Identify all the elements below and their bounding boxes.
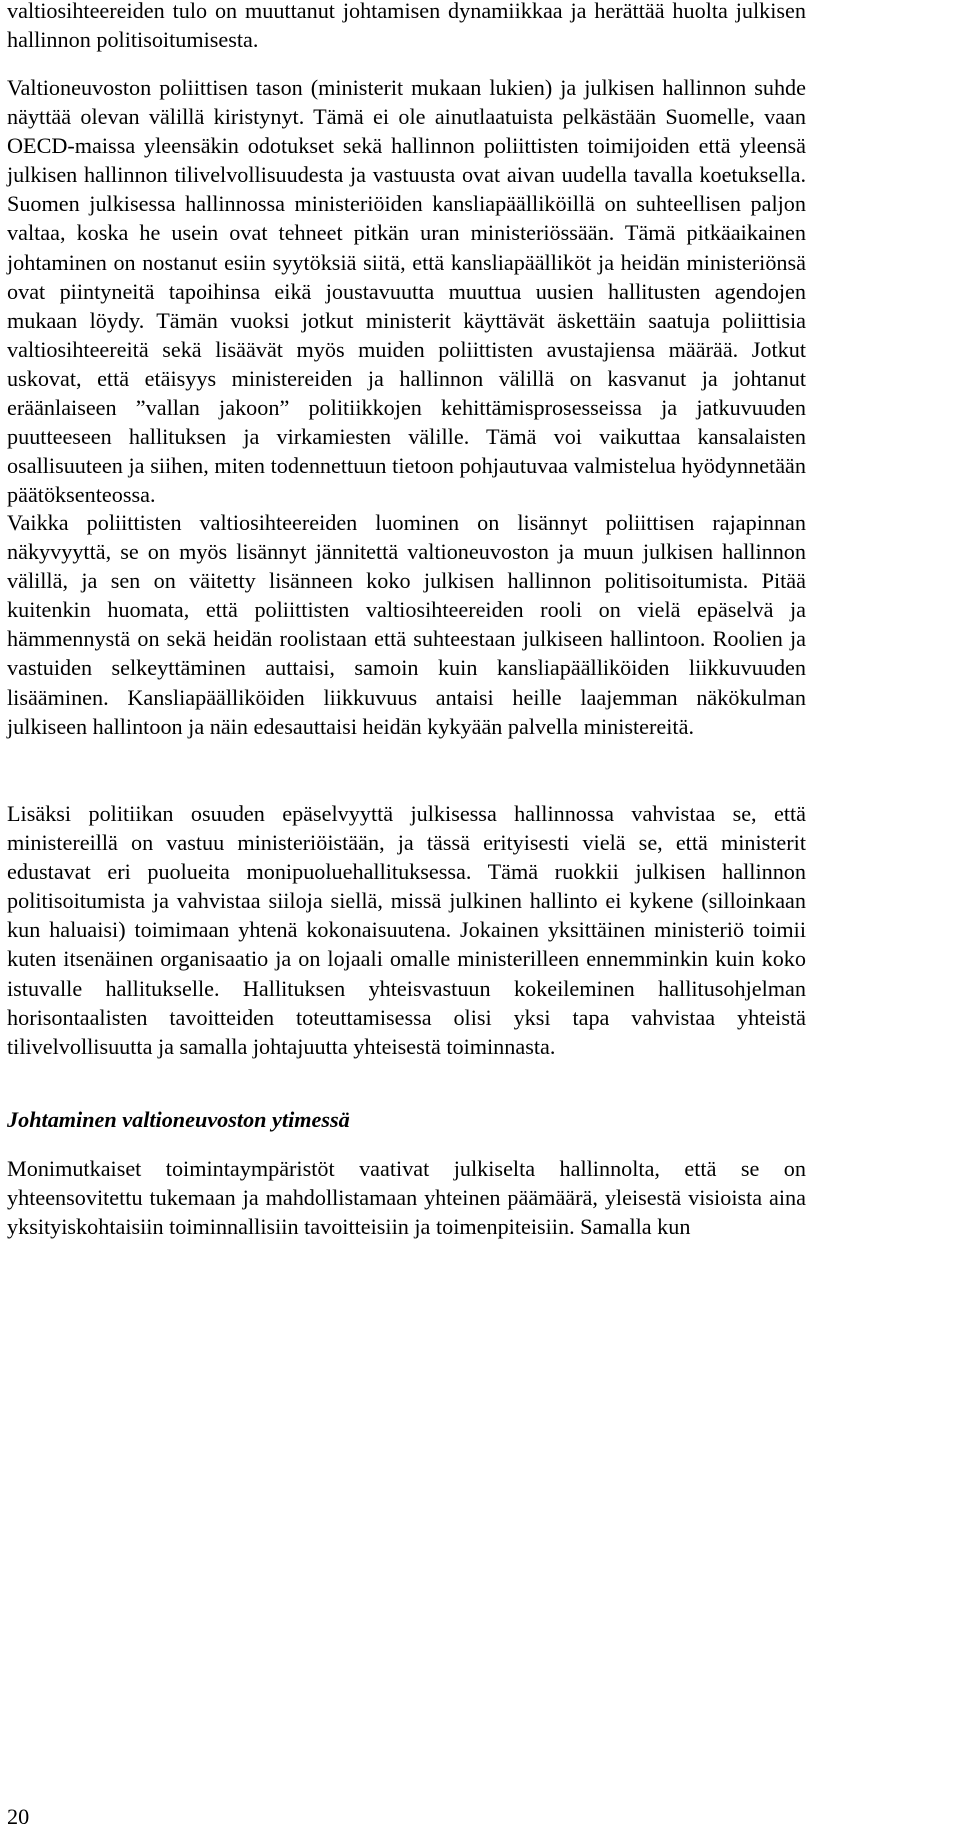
paragraph-politicization: Lisäksi politiikan osuuden epäselvyyttä julkisessa hallinnossa vahvistaa se, että ministereillä on vastuu ministeriöistään, ja tässä erityisesti vielä se, että ministerit edustavat eri puolueita monipuoluehallituksessa. Tämä ruokkii julkisen hallinnon politisoitumista ja vahvistaa siiloja siellä, missä julkinen hallinto ei kykene (silloinkaan kun haluaisi) toimimaan yhtenä kokonaisuutena. Jokainen yksittäinen ministeriö toimii kuten itsenäinen organisaatio ja on lojaali omalle ministerilleen ennemminkin kuin koko istuvalle hallitukselle. Hallituksen yhteisvastuun kokeileminen hallitusohjelman horisontaalisten tavoitteiden toteuttamisessa olisi yksi tapa vahvistaa yhteistä tilivelvollisuutta ja samalla johtajuutta yhteisestä toiminnasta.	[7, 801, 806, 1059]
paragraph-government-relations: Valtioneuvoston poliittisen tason (ministerit mukaan lukien) ja julkisen hallinnon suhde näyttää olevan välillä kiristynyt. Tämä ei ole ainutlaatuista pelkästään Suomelle, vaan OECD-maissa yleensäkin odotukset sekä hallinnon poliittisten toimijoiden että yleensä julkisen hallinnon tilivelvollisuudesta ja vastuusta ovat aivan uudella tavalla koetuksella. Suomen julkisessa hallinnossa ministeriöiden kansliapäälliköillä on suhteellisen paljon valtaa, koska he usein ovat tehneet pitkän uran ministeriössään. Tämä pitkäaikainen johtaminen on nostanut esiin syytöksiä siitä, että kansliapäälliköt ja heidän ministeriönsä ovat piintyneitä tapoihinsa eikä joustavuutta muuttua uusien hallitusten agendojen mukaan löydy. Tämän vuoksi jotkut ministerit käyttävät äskettäin saatuja poliittisia valtiosihteereitä sekä lisäävät myös muiden poliittisten avustajiensa määrää. Jotkut uskovat, että etäisyys ministereiden ja hallinnon välillä on kasvanut ja johtanut eräänlaiseen ”vallan jakoon” politiikkojen kehittämisprosesseissa ja jatkuvuuden puutteeseen hallituksen ja virkamiesten välille. Tämä voi vaikuttaa kansalaisten osallisuuteen ja siihen, miten todennettuun tietoon pohjautuvaa valmistelua hyödynnetään päätöksenteossa.	[7, 75, 806, 508]
paragraph-complex-environments: Monimutkaiset toimintaympäristöt vaativat julkiselta hallinnolta, että se on yhteensovitettu tukemaan ja mahdollistamaan yhteinen päämäärä, yleisestä visioista aina yksityiskohtaisiin toiminnallisiin tavoitteisiin ja toimenpiteisiin. Samalla kun	[7, 1156, 806, 1240]
paragraph-continuation: valtiosihteereiden tulo on muuttanut johtamisen dynamiikkaa ja herättää huolta julkisen hallinnon politisoitumisesta.	[7, 0, 806, 53]
paragraph-state-secretaries: Vaikka poliittisten valtiosihteereiden luominen on lisännyt poliittisen rajapinnan näkyvyyttä, se on myös lisännyt jännitettä valtioneuvoston ja muun julkisen hallinnon välillä, ja sen on väitetty lisänneen koko julkisen hallinnon politisoitumista. Pitää kuitenkin huomata, että poliittisten valtiosihteereiden rooli on vielä epäselvä ja hämmennystä on sekä heidän roolistaan että suhteestaan julkiseen hallintoon. Roolien ja vastuiden selkeyttäminen auttaisi, samoin kuin kansliapäälliköiden liikkuvuuden lisääminen. Kansliapäälliköiden liikkuvuus antaisi heille laajemman näkökulman julkiseen hallintoon ja näin edesauttaisi heidän kykyään palvella ministereitä.	[7, 510, 806, 739]
section-heading: Johtaminen valtioneuvoston ytimessä	[7, 1107, 350, 1132]
page-number: 20	[7, 1804, 30, 1829]
